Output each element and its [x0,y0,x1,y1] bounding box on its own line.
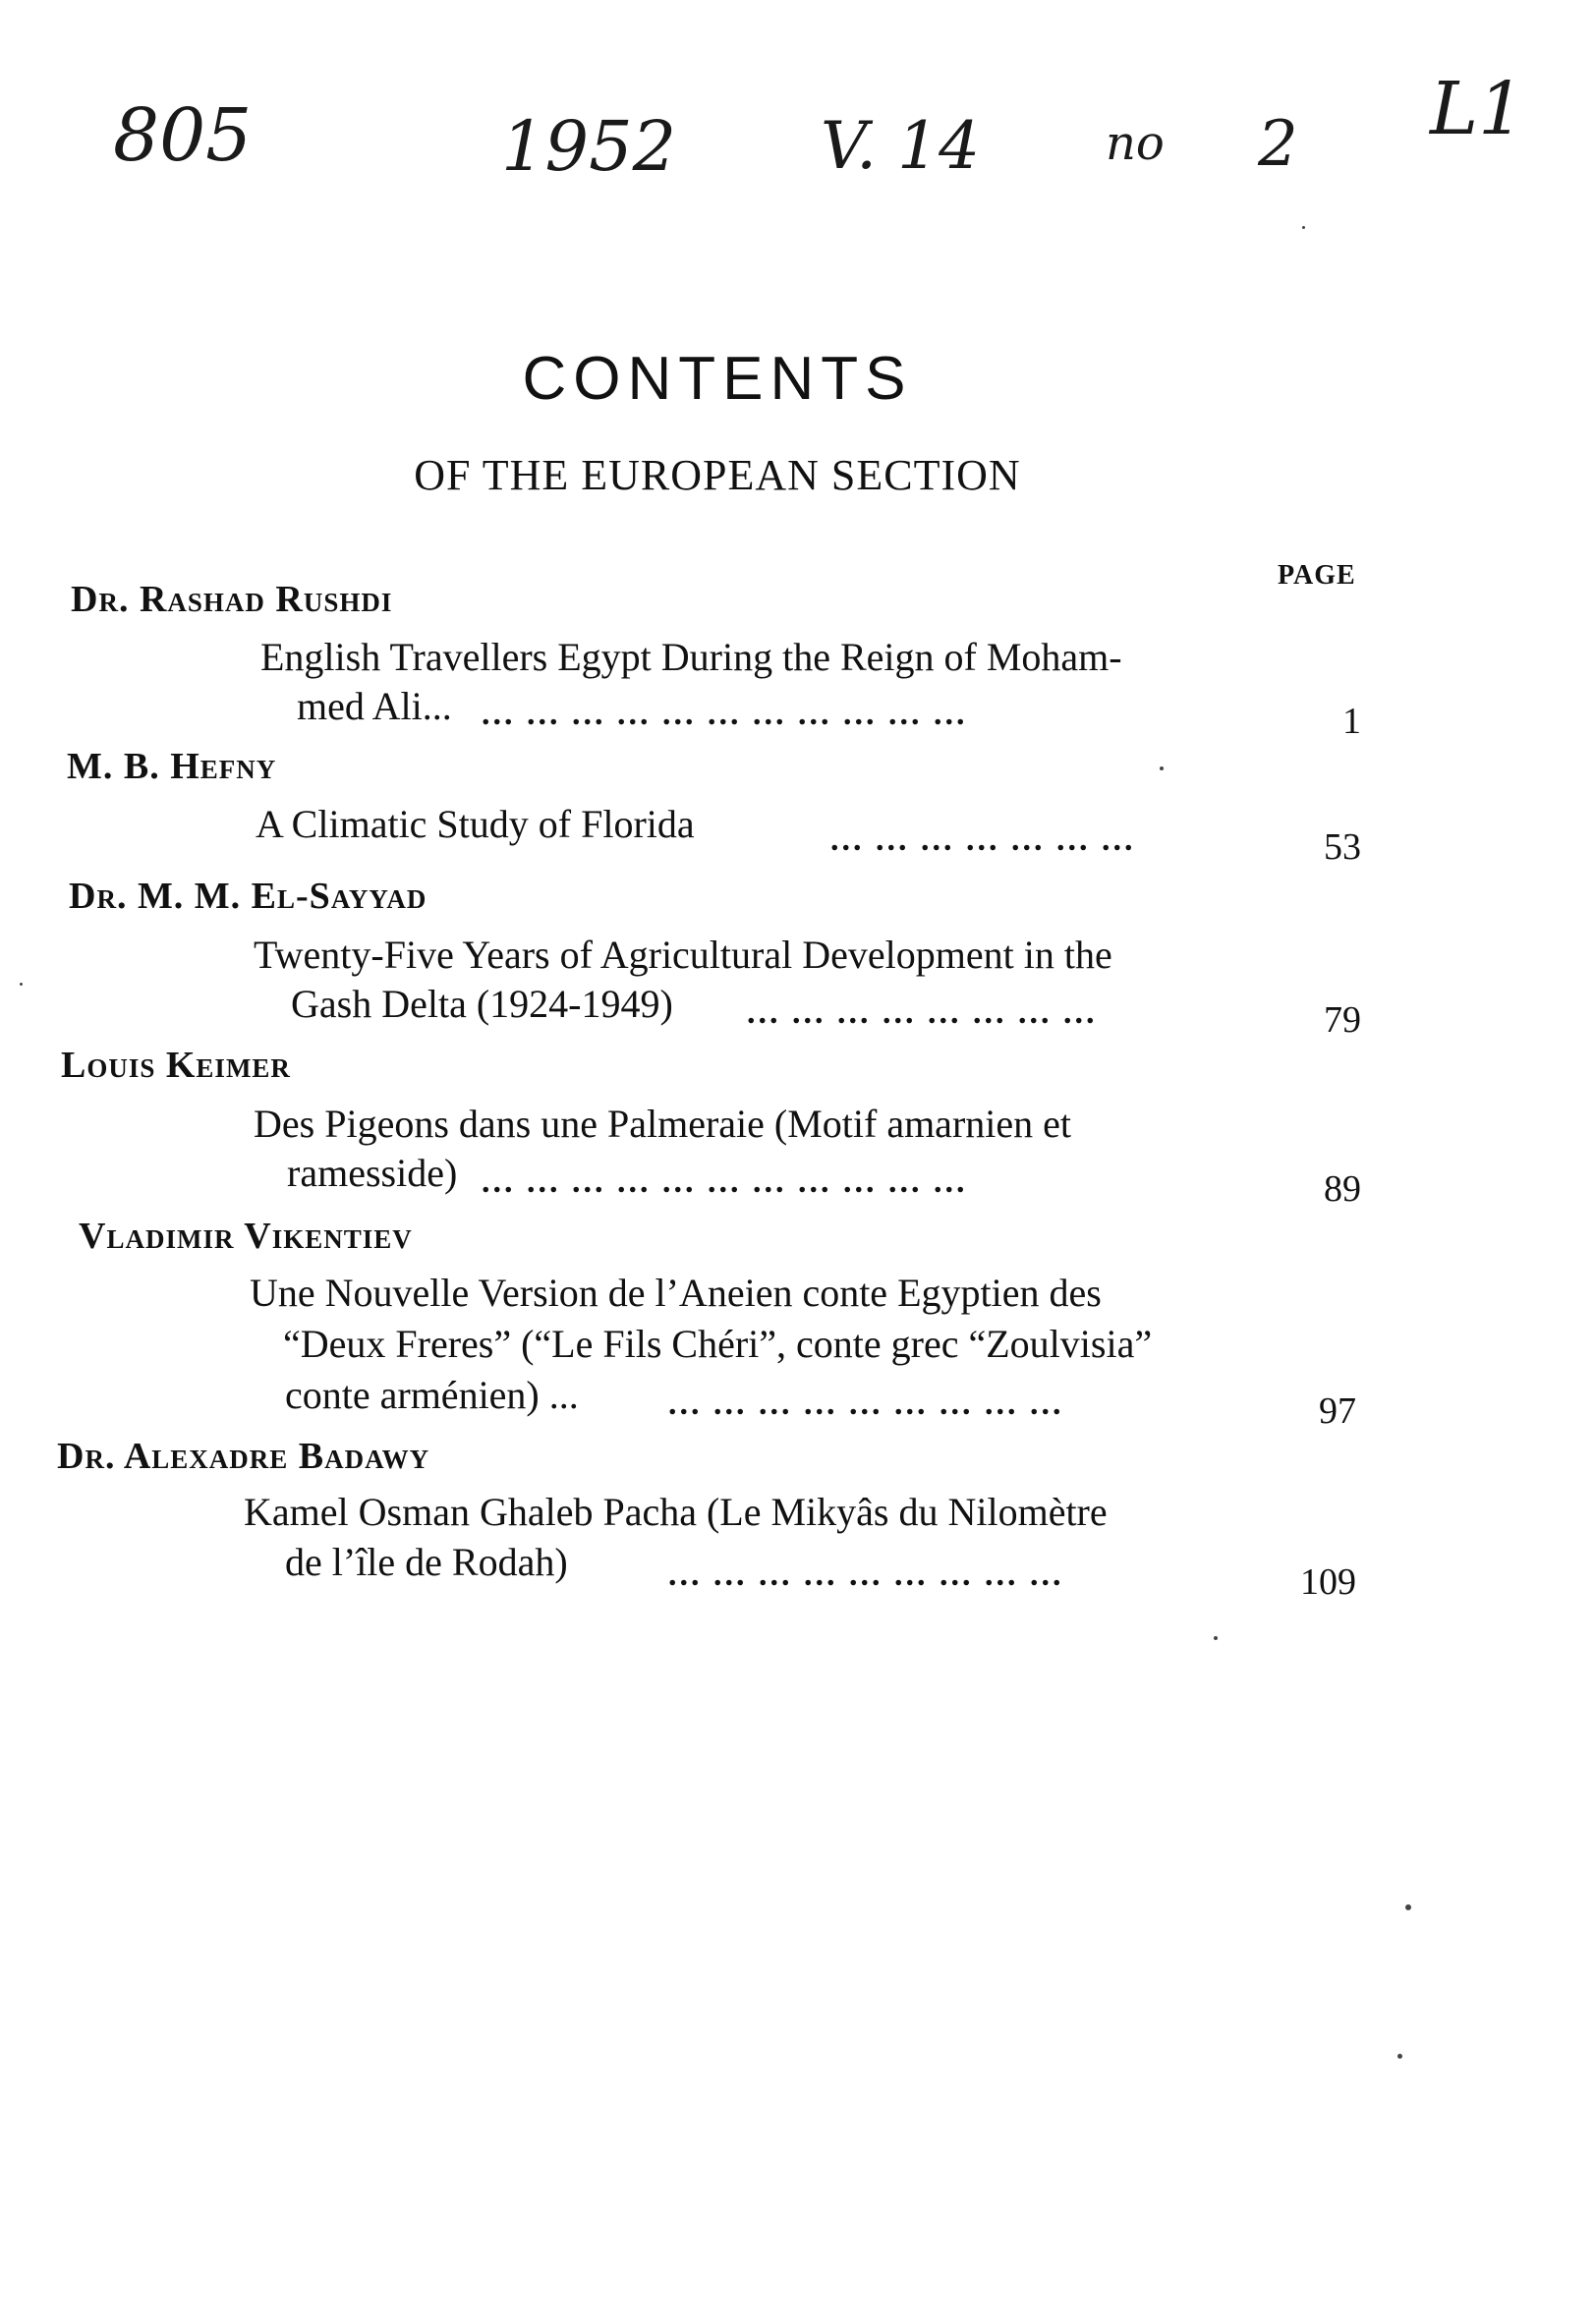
entry-title-line: med Ali... [297,684,452,728]
page-column-header: PAGE [1278,560,1356,591]
entry-title-line: English Travellers Egypt During the Reign of Moham- [260,635,1122,679]
entry-title-line: Kamel Osman Ghaleb Pacha (Le Mikyâs du Nilomètre [244,1490,1108,1534]
entry-title-line: “Deux Freres” (“Le Fils Chéri”, conte grec “Zoulvisia” [283,1322,1153,1366]
entry-page-number: 97 [1319,1390,1356,1432]
handwritten-note: 805 [113,93,253,178]
handwritten-note: L1 [1430,67,1525,151]
entry-author: Vladimir Vikentiev [79,1216,413,1257]
scan-speck [1302,226,1305,229]
handwritten-note: 2 [1258,108,1298,181]
entry-page-number: 109 [1300,1561,1356,1603]
entry-title-line: Twenty-Five Years of Agricultural Development in the [254,933,1112,977]
dot-leader: ... ... ... ... ... ... ... ... ... [668,1557,1064,1593]
entry-title-line: Des Pigeons dans une Palmeraie (Motif amarnien et [254,1102,1071,1146]
scan-speck [1160,766,1164,770]
page-title: CONTENTS [522,345,913,413]
entry-page-number: 89 [1324,1168,1361,1210]
entry-title-line: conte arménien) ... [285,1373,579,1417]
dot-leader: ... ... ... ... ... ... ... ... ... ... ... [482,1163,968,1200]
scan-speck [1397,2054,1402,2059]
dot-leader: ... ... ... ... ... ... ... ... [747,994,1098,1031]
handwritten-note: V. 14 [821,108,981,184]
entry-title-line: A Climatic Study of Florida [256,802,695,846]
scan-speck [1405,1904,1411,1910]
dot-leader: ... ... ... ... ... ... ... ... ... ... ... [482,696,968,732]
entry-page-number: 1 [1342,701,1361,742]
handwritten-note: no [1106,116,1165,171]
entry-page-number: 79 [1324,999,1361,1041]
entry-title-line: ramesside) [287,1151,458,1195]
entry-author: Dr. Rashad Rushdi [71,579,393,620]
entry-page-number: 53 [1324,826,1361,868]
entry-title-line: de l’île de Rodah) [285,1540,568,1584]
entry-author: Dr. Alexadre Badawy [57,1436,430,1477]
entry-author: Dr. M. M. El-Sayyad [69,876,427,917]
dot-leader: ... ... ... ... ... ... ... [830,822,1136,858]
entry-author: Louis Keimer [61,1045,291,1086]
dot-leader: ... ... ... ... ... ... ... ... ... [668,1386,1064,1422]
page-subtitle: OF THE EUROPEAN SECTION [414,451,1021,499]
entry-title-line: Une Nouvelle Version de l’Aneien conte Egyptien des [250,1271,1102,1315]
scan-speck [1214,1636,1218,1640]
entry-author: M. B. Hefny [67,746,277,787]
entry-title-line: Gash Delta (1924-1949) [291,982,673,1026]
handwritten-note: 1952 [501,106,677,187]
scan-speck [20,983,23,986]
